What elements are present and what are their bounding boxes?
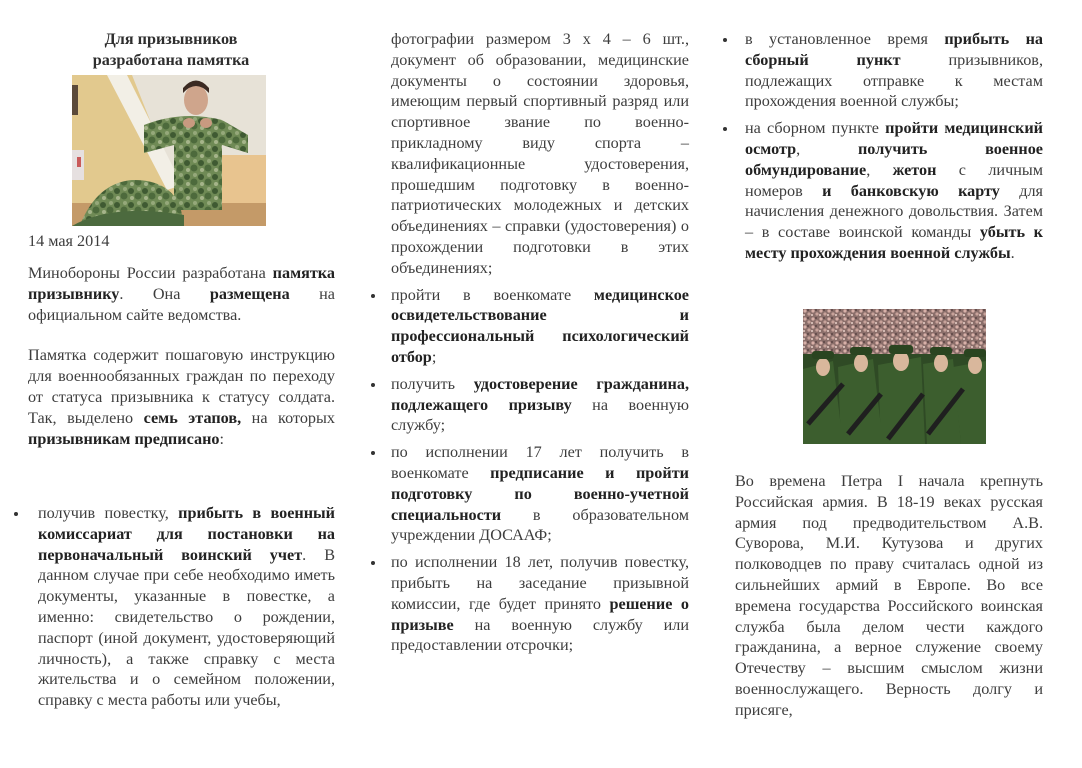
history-paragraph: Во времена Петра I начала крепнуть Российская армия. В 18-19 веках русская армия под предводительством А.В. Суворова, М.И. Кутузова и других полководцев по праву считалась одной из сильнейших армий в Европе. Во все времена государства Российского воинская служба была делом чести каждого гражданина, а верное служение своему Отечеству – высшим смыслом жизни военнослужащего. Верность долгу и присяге, — [735, 472, 1043, 719]
text: по исполнении 17 лет получить в военкомате — [391, 443, 689, 482]
bold-text: решение о призыве — [391, 594, 689, 634]
photo-parade-icon — [803, 309, 986, 444]
column-1 — [28, 263, 335, 449]
bold-text: размещена — [209, 284, 290, 303]
bold-text: пройти медицинский осмотр — [745, 119, 1043, 158]
list-item-step-1 — [38, 503, 335, 711]
bold-text: памятка призывнику — [28, 264, 335, 303]
bullet-icon — [371, 294, 375, 298]
bullet-icon — [371, 561, 375, 565]
bold-text: удостоверение гражданина, подлежащего призыву — [391, 374, 689, 414]
bullet-icon — [723, 127, 727, 131]
intro-paragraph — [28, 263, 335, 325]
leaflet-title — [60, 29, 282, 71]
text: Памятка содержит пошаговую инструкцию для военнообязанных граждан по переходу от статуса призывника к статусу солдата. Так, выделено — [28, 346, 335, 427]
column-3 — [745, 29, 1043, 264]
text: Минобороны России разработана — [28, 264, 273, 282]
documents-continuation: фотографии размером 3 х 4 – 6 шт., документ об образовании, медицинские документы о состоянии здоровья, имеющим первый спортивный разряд или спортивное звание по военно-прикладному виду спорта – квалификационные удостоверения, прошедшим подготовку в военно-патриотических молодежных и детских объединениях – справки (удостоверения) о прохождении подготовки в этих объединениях; — [391, 30, 689, 277]
text: : — [219, 429, 224, 448]
text: . В данном случае при себе необходимо иметь документы, указанные в повестке, а именно: свидетельство о рождении, паспорт (иной документ, удостоверяющий личность), а также справку с места жительства и о семейном положении, справку с места работы или учебы, — [38, 545, 335, 710]
text: на сборном пункте — [745, 119, 886, 138]
bold-text: убыть к месту прохождения военной службы — [745, 223, 1043, 262]
text: на военную службу или предоставлении отсрочки; — [391, 615, 689, 655]
list-item-step-3 — [391, 374, 689, 436]
bold-text: семь этапов, — [143, 408, 242, 427]
text: на официальном сайте ведомства. — [28, 284, 335, 324]
column-1-list — [38, 503, 335, 711]
bold-text: предписание и пройти подготовку по военно-учетной специальности — [391, 463, 689, 524]
text: , — [866, 160, 893, 179]
bold-text: прибыть в военный комиссариат для постановки на первоначальный воинский учет — [38, 504, 336, 564]
text: для начисления денежного довольствия. Затем – в составе воинской команды — [745, 181, 1043, 242]
text: получить — [391, 374, 474, 393]
text: . Она — [119, 284, 210, 303]
list-item-step-5 — [391, 552, 689, 656]
text: на военную службу; — [391, 395, 689, 435]
bullet-icon — [14, 512, 18, 516]
article-date: 14 мая 2014 — [28, 232, 110, 250]
text: на которых — [241, 408, 335, 427]
bullet-icon — [371, 451, 375, 455]
bold-text: жетон — [892, 160, 937, 179]
list-item-step-7 — [745, 118, 1043, 264]
list-item-step-4 — [391, 442, 689, 546]
title-line-2: разработана памятка — [92, 51, 250, 69]
parade-photo — [803, 309, 986, 444]
bold-text: призывникам предписано — [28, 429, 220, 448]
title-line-1: Для призывников — [104, 30, 238, 48]
text: с личным номеров — [745, 160, 1043, 200]
bold-text: получить военное обмундирование — [745, 139, 1043, 179]
text: . — [1010, 243, 1015, 262]
column-2 — [391, 29, 689, 656]
text: , — [796, 139, 858, 158]
bold-text: медицинское освидетельствование и профессиональный психологический отбор — [391, 285, 689, 366]
bullet-icon — [723, 38, 727, 42]
text: в образовательном учреждении ДОСААФ; — [391, 505, 689, 545]
list-item-step-2 — [391, 285, 689, 368]
text: по исполнении 18 лет, получив повестку, прибыть на заседание призывной комиссии, где будет принято — [391, 553, 689, 613]
text: призывников, подлежащих отправке к местам прохождения военной службы; — [745, 50, 1043, 111]
list-item-step-6 — [745, 29, 1043, 112]
text: ; — [431, 347, 437, 366]
recruit-photo — [72, 75, 266, 226]
text: получив повестку, — [38, 504, 179, 522]
text: пройти в военкомате — [391, 285, 594, 304]
photo-recruit-icon — [72, 75, 266, 226]
bold-text: и банковскую карту — [822, 181, 1000, 200]
text: в установленное время — [745, 30, 945, 48]
bullet-icon — [371, 383, 375, 387]
steps-paragraph — [28, 345, 335, 449]
bold-text: прибыть на сборный пункт — [745, 30, 1043, 69]
